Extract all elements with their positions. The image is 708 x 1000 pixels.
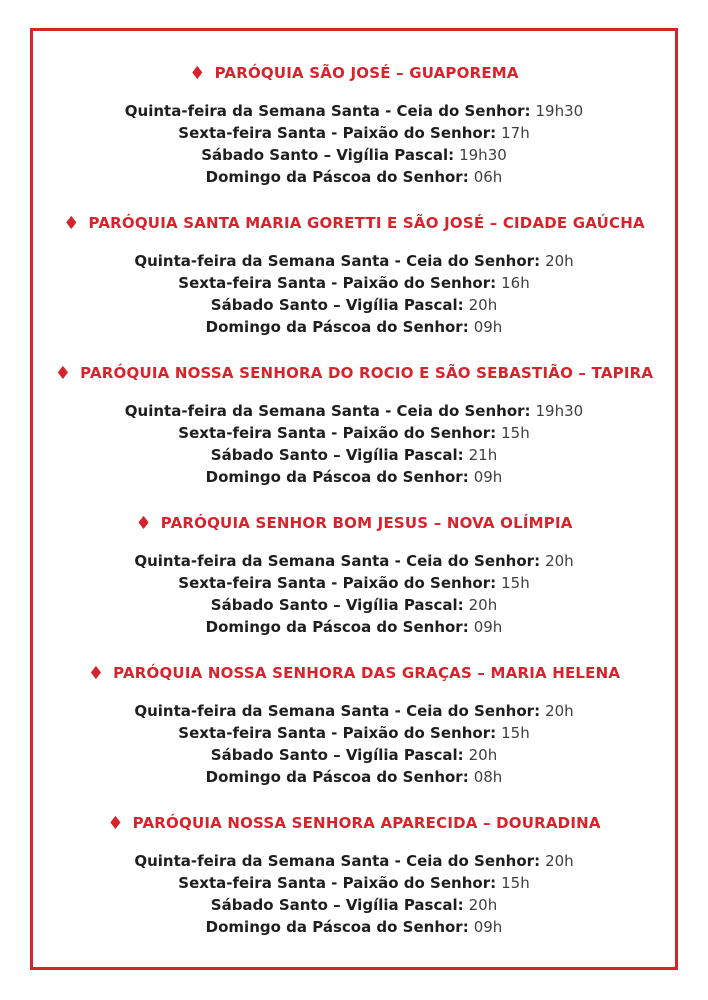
schedule-line: [41, 616, 667, 638]
schedule-line: [41, 850, 667, 872]
schedule-line: [41, 916, 667, 938]
event-time: 09h: [473, 468, 503, 486]
schedule: [41, 250, 667, 338]
diamond-icon: ♦: [54, 363, 72, 384]
event-label: Sexta-feira Santa - Paixão do Senhor:: [178, 874, 497, 892]
parish-title: PARÓQUIA SÃO JOSÉ – GUAPOREMA: [214, 64, 519, 82]
event-time: 06h: [473, 168, 503, 186]
schedule-line: [41, 700, 667, 722]
schedule-line: [41, 422, 667, 444]
schedule: [41, 700, 667, 788]
event-label: Quinta-feira da Semana Santa - Ceia do Senhor:: [124, 102, 531, 120]
schedule: [41, 550, 667, 638]
schedule-line: [41, 594, 667, 616]
event-time: 09h: [473, 918, 503, 936]
schedule-line: [41, 894, 667, 916]
event-time: 20h: [545, 252, 574, 270]
parish-heading: [41, 363, 667, 383]
event-time: 19h30: [535, 102, 584, 120]
event-time: 16h: [501, 274, 530, 292]
event-time: 21h: [468, 446, 498, 464]
event-label: Sexta-feira Santa - Paixão do Senhor:: [178, 724, 497, 742]
event-time: 19h30: [535, 402, 584, 420]
diamond-icon: ♦: [87, 663, 105, 684]
parish-heading: [41, 213, 667, 233]
event-time: 17h: [501, 124, 530, 142]
schedule-line: [41, 144, 667, 166]
event-time: 15h: [501, 574, 530, 592]
schedule: [41, 100, 667, 188]
event-label: Quinta-feira da Semana Santa - Ceia do Senhor:: [134, 252, 541, 270]
schedule: [41, 850, 667, 938]
event-label: Sexta-feira Santa - Paixão do Senhor:: [178, 424, 497, 442]
event-label: Quinta-feira da Semana Santa - Ceia do Senhor:: [134, 702, 541, 720]
parish-section: [41, 813, 667, 938]
event-time: 20h: [468, 746, 498, 764]
event-label: Sábado Santo – Vigília Pascal:: [210, 896, 464, 914]
parish-title: PARÓQUIA NOSSA SENHORA DO ROCIO E SÃO SEBASTIÃO – TAPIRA: [80, 364, 654, 382]
event-label: Sexta-feira Santa - Paixão do Senhor:: [178, 274, 497, 292]
event-time: 20h: [468, 596, 498, 614]
event-label: Quinta-feira da Semana Santa - Ceia do Senhor:: [134, 552, 541, 570]
schedule-line: [41, 572, 667, 594]
diamond-icon: ♦: [189, 63, 206, 84]
schedule-line: [41, 294, 667, 316]
parish-title: PARÓQUIA NOSSA SENHORA APARECIDA – DOURADINA: [132, 814, 601, 832]
parish-section: [41, 663, 667, 788]
event-label: Sábado Santo – Vigília Pascal:: [210, 446, 464, 464]
event-label: Quinta-feira da Semana Santa - Ceia do Senhor:: [134, 852, 541, 870]
parish-section: [41, 513, 667, 638]
parish-heading: [41, 813, 667, 833]
event-label: Domingo da Páscoa do Senhor:: [205, 918, 469, 936]
schedule-line: [41, 122, 667, 144]
diamond-icon: ♦: [107, 813, 124, 834]
event-label: Sábado Santo – Vigília Pascal:: [210, 746, 464, 764]
schedule-line: [41, 744, 667, 766]
event-time: 20h: [468, 296, 498, 314]
event-label: Sábado Santo – Vigília Pascal:: [210, 296, 464, 314]
schedule-line: [41, 872, 667, 894]
event-time: 08h: [473, 768, 503, 786]
parish-title: PARÓQUIA SANTA MARIA GORETTI E SÃO JOSÉ – CIDADE GAÚCHA: [88, 214, 645, 232]
event-label: Sábado Santo – Vigília Pascal:: [201, 146, 455, 164]
parish-title: PARÓQUIA NOSSA SENHORA DAS GRAÇAS – MARIA HELENA: [113, 664, 621, 682]
event-time: 09h: [473, 318, 503, 336]
event-time: 20h: [545, 702, 574, 720]
event-label: Sábado Santo – Vigília Pascal:: [210, 596, 464, 614]
event-time: 20h: [468, 896, 498, 914]
event-time: 20h: [545, 552, 574, 570]
schedule-line: [41, 316, 667, 338]
schedule-line: [41, 166, 667, 188]
event-label: Domingo da Páscoa do Senhor:: [205, 318, 469, 336]
parish-section: [41, 363, 667, 488]
page-border: [30, 28, 678, 970]
parish-heading: [41, 63, 667, 83]
event-time: 15h: [501, 424, 530, 442]
event-time: 19h30: [459, 146, 507, 164]
schedule-line: [41, 100, 667, 122]
event-time: 09h: [473, 618, 503, 636]
parish-heading: [41, 513, 667, 533]
parish-section: [41, 213, 667, 338]
event-time: 15h: [501, 724, 530, 742]
parish-section: [41, 63, 667, 188]
event-label: Sexta-feira Santa - Paixão do Senhor:: [178, 124, 497, 142]
event-label: Quinta-feira da Semana Santa - Ceia do Senhor:: [124, 402, 531, 420]
event-label: Domingo da Páscoa do Senhor:: [205, 168, 469, 186]
parish-heading: [41, 663, 667, 683]
event-time: 20h: [545, 852, 574, 870]
event-label: Domingo da Páscoa do Senhor:: [205, 468, 469, 486]
diamond-icon: ♦: [63, 213, 80, 234]
event-label: Domingo da Páscoa do Senhor:: [205, 768, 469, 786]
schedule-line: [41, 444, 667, 466]
schedule-line: [41, 466, 667, 488]
diamond-icon: ♦: [135, 513, 152, 534]
event-label: Sexta-feira Santa - Paixão do Senhor:: [178, 574, 497, 592]
event-time: 15h: [501, 874, 530, 892]
schedule-line: [41, 766, 667, 788]
event-label: Domingo da Páscoa do Senhor:: [205, 618, 469, 636]
schedule: [41, 400, 667, 488]
parish-title: PARÓQUIA SENHOR BOM JESUS – NOVA OLÍMPIA: [160, 514, 573, 532]
schedule-line: [41, 272, 667, 294]
schedule-list: [33, 31, 675, 938]
schedule-line: [41, 722, 667, 744]
schedule-line: [41, 400, 667, 422]
schedule-line: [41, 250, 667, 272]
schedule-line: [41, 550, 667, 572]
